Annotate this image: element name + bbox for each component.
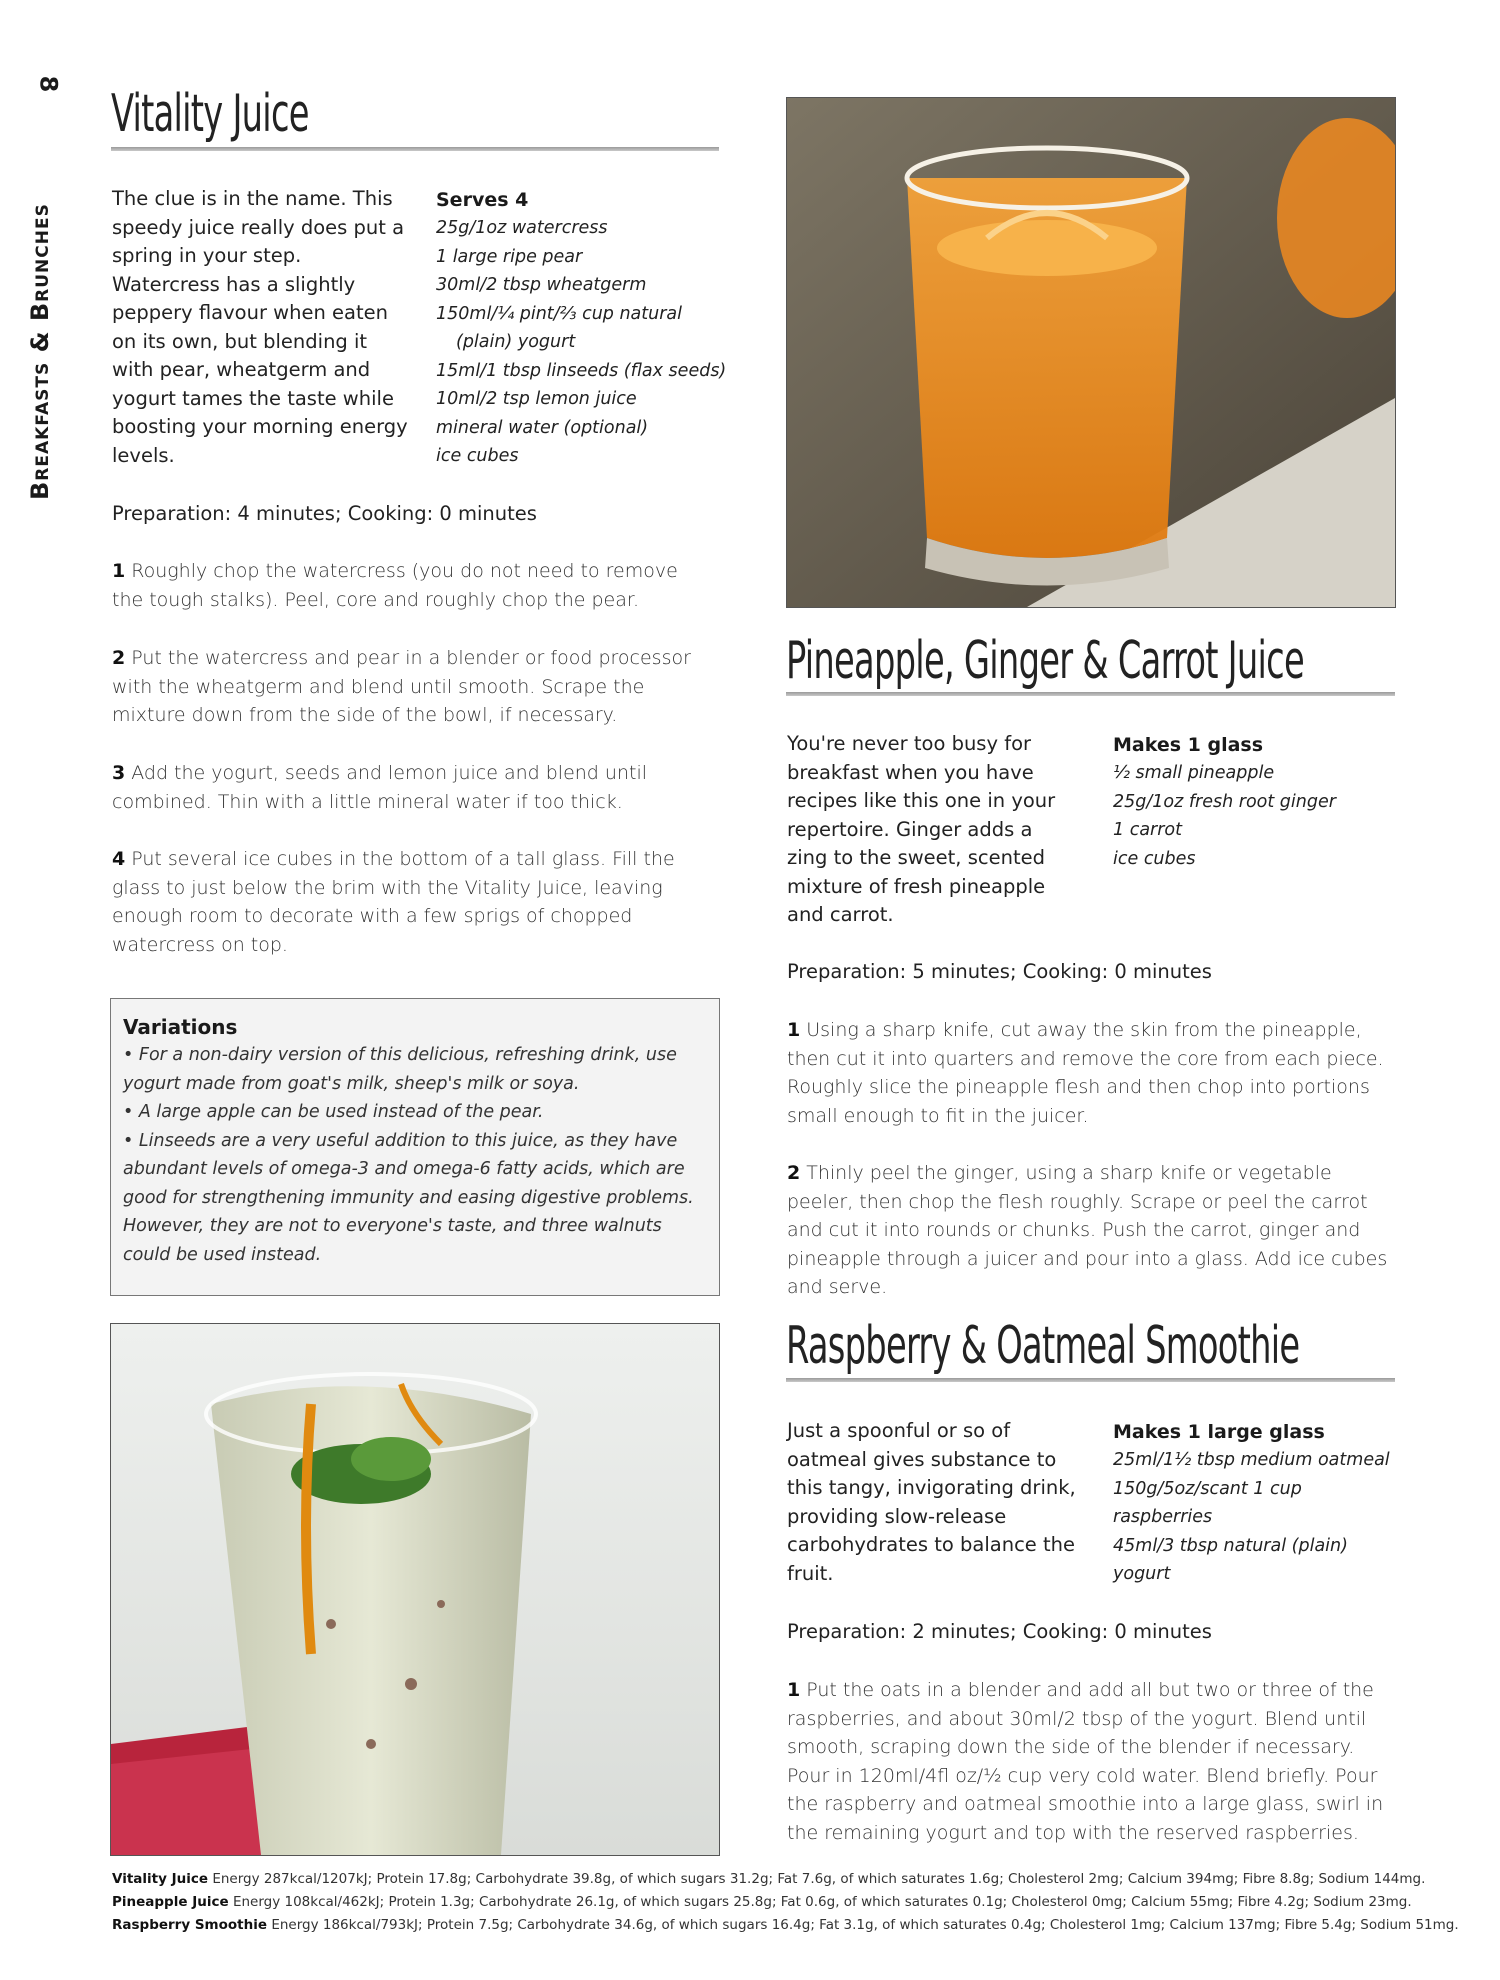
vitality-yield: Serves 4 — [436, 189, 529, 211]
pineapple-title: Pineapple, Ginger & Carrot Juice — [786, 631, 1304, 691]
vitality-step — [112, 845, 712, 959]
ingredient-item: 1 large ripe pear — [436, 246, 583, 267]
ingredient-item: ½ small pineapple — [1113, 763, 1275, 783]
pineapple-yield: Makes 1 glass — [1113, 734, 1264, 756]
step-text: Put the oats in a blender and add all but two or three of the raspberries, and about 30ml/2 tbsp of the yogurt. Blend until smooth, scraping down the side of the blender if necessary. Pour in 120ml/4fl oz/½ cup very cold water. Blend briefly. Pour the raspberry and oatmeal smoothie into a large glass, swirl in the remaining yogurt and top with the reserved raspberries. — [787, 1679, 1384, 1844]
step-number: 1 — [112, 560, 126, 582]
ingredient-item: 30ml/2 tbsp wheatgerm — [436, 275, 647, 295]
raspberry-prep: Preparation: 2 minutes; Cooking: 0 minutes — [787, 1620, 1212, 1643]
vitality-step — [112, 557, 712, 614]
pineapple-title-rule — [786, 692, 1395, 696]
vitality-intro: The clue is in the name. This speedy juice really does put a spring in your step. Watercress has a slightly peppery flavour when eaten on its own, but blending it with pear, wheatgerm and yogurt tames the taste while boosting your morning energy levels. — [112, 187, 408, 467]
step-text: Add the yogurt, seeds and lemon juice and blend until combined. Thin with a little mineral water if too thick. — [112, 762, 647, 813]
nutrition-line — [112, 1892, 1412, 1913]
ingredient-item: 25g/1oz watercress — [436, 218, 608, 238]
step-text: Put the watercress and pear in a blender or food processor with the wheatgerm and blend until smooth. Scrape the mixture down from the side of the bowl, if necessary. — [112, 647, 691, 726]
pineapple-step — [787, 1016, 1392, 1130]
vitality-prep: Preparation: 4 minutes; Cooking: 0 minutes — [112, 502, 537, 525]
step-number: 1 — [787, 1019, 801, 1041]
step-text: Roughly chop the watercress (you do not need to remove the tough stalks). Peel, core and roughly chop the pear. — [112, 560, 678, 611]
ingredient-item: 1 carrot — [1113, 820, 1183, 840]
step-text: Put several ice cubes in the bottom of a tall glass. Fill the glass to just below the brim with the Vitality Juice, leaving enough room to decorate with a few sprigs of chopped watercress on top. — [112, 848, 675, 956]
step-number: 4 — [112, 848, 126, 870]
raspberry-yield: Makes 1 large glass — [1113, 1421, 1325, 1443]
orange-juice-photo — [786, 97, 1396, 608]
ingredient-item: ice cubes — [436, 446, 519, 466]
raspberry-intro: Just a spoonful or so of oatmeal gives substance to this tangy, invigorating drink, providing slow-release carbohydrates to balance the fruit. — [787, 1419, 1076, 1585]
raspberry-title-rule — [786, 1378, 1395, 1382]
ingredient-item: 25ml/1½ tbsp medium oatmeal — [1113, 1450, 1390, 1470]
raspberry-title: Raspberry & Oatmeal Smoothie — [786, 1316, 1300, 1376]
variation-item: • Linseeds are a very useful addition to this juice, as they have abundant levels of omega-3 and omega-6 fatty acids, which are good for strengthening immunity and easing digestive problems. However, they are not to everyone's taste, and three walnuts could be used instead. — [123, 1130, 694, 1265]
variations-heading: Variations — [123, 1015, 238, 1039]
pineapple-intro: You're never too busy for breakfast when you have recipes like this one in your repertoire. Ginger adds a zing to the sweet, scented mixture of fresh pineapple and carrot. — [787, 732, 1056, 926]
ingredient-item: 45ml/3 tbsp natural (plain) yogurt — [1113, 1535, 1348, 1584]
raspberry-step — [787, 1676, 1397, 1847]
variation-item: • A large apple can be used instead of the pear. — [123, 1102, 544, 1122]
step-number: 1 — [787, 1679, 801, 1701]
ingredient-item: 150g/5oz/scant 1 cup raspberries — [1113, 1478, 1302, 1527]
variations-box — [110, 998, 720, 1296]
step-text: Thinly peel the ginger, using a sharp knife or vegetable peeler, then chop the flesh roughly. Scrape or peel the carrot and cut it into rounds or chunks. Push the carrot, ginger and pineapple through a juicer and pour into a glass. Add ice cubes and serve. — [787, 1162, 1388, 1298]
page-number: 8 — [34, 75, 63, 93]
nutrition-text: Energy 108kcal/462kJ; Protein 1.3g; Carbohydrate 26.1g, of which sugars 25.8g; Fat 0.6g, of which saturates 0.1g; Cholesterol 0mg; Calcium 55mg; Fibre 4.2g; Sodium 23mg. — [232, 1894, 1412, 1910]
pineapple-prep: Preparation: 5 minutes; Cooking: 0 minutes — [787, 960, 1212, 983]
nutrition-name: Vitality Juice — [112, 1871, 209, 1887]
ingredient-item: (plain) yogurt — [456, 332, 576, 352]
vitality-step — [112, 759, 712, 816]
nutrition-name: Pineapple Juice — [112, 1894, 229, 1910]
section-label: Breakfasts & Brunches — [26, 203, 54, 500]
ingredient-item: ice cubes — [1113, 848, 1196, 869]
ingredient-item: 150ml/¼ pint/⅔ cup natural — [436, 303, 683, 324]
smoothie-photo — [110, 1323, 720, 1856]
nutrition-line — [112, 1869, 1425, 1890]
variation-item: • For a non-dairy version of this delicious, refreshing drink, use yogurt made from goat's milk, sheep's milk or soya. — [123, 1045, 677, 1094]
vitality-title: Vitality Juice — [111, 84, 309, 144]
step-number: 2 — [112, 647, 126, 669]
step-number: 2 — [787, 1162, 801, 1184]
nutrition-line — [112, 1915, 1459, 1936]
step-number: 3 — [112, 762, 126, 784]
raspberry-ingredients — [1113, 1418, 1403, 1589]
pineapple-step — [787, 1159, 1392, 1302]
vitality-title-rule — [111, 147, 719, 151]
nutrition-text: Energy 186kcal/793kJ; Protein 7.5g; Carbohydrate 34.6g, of which sugars 16.4g; Fat 3.1g, of which saturates 0.4g; Cholesterol 1mg; Calcium 137mg; Fibre 5.4g; Sodium 51mg. — [271, 1917, 1459, 1933]
nutrition-name: Raspberry Smoothie — [112, 1917, 268, 1933]
ingredient-item: 25g/1oz fresh root ginger — [1113, 791, 1336, 812]
ingredient-item: 15ml/1 tbsp linseeds (flax seeds) — [436, 360, 727, 381]
ingredient-item: 10ml/2 tsp lemon juice — [436, 389, 637, 409]
vitality-ingredients — [436, 186, 736, 471]
vitality-step — [112, 644, 712, 730]
nutrition-text: Energy 287kcal/1207kJ; Protein 17.8g; Carbohydrate 39.8g, of which sugars 31.2g; Fat 7.6g, of which saturates 1.6g; Cholesterol 2mg; Calcium 394mg; Fibre 8.8g; Sodium 144mg. — [212, 1871, 1426, 1887]
pineapple-ingredients — [1113, 731, 1393, 873]
ingredient-item: mineral water (optional) — [436, 417, 649, 438]
step-text: Using a sharp knife, cut away the skin from the pineapple, then cut it into quarters and remove the core from each piece. Roughly slice the pineapple flesh and then chop into portions small enough to fit in the juicer. — [787, 1019, 1384, 1127]
